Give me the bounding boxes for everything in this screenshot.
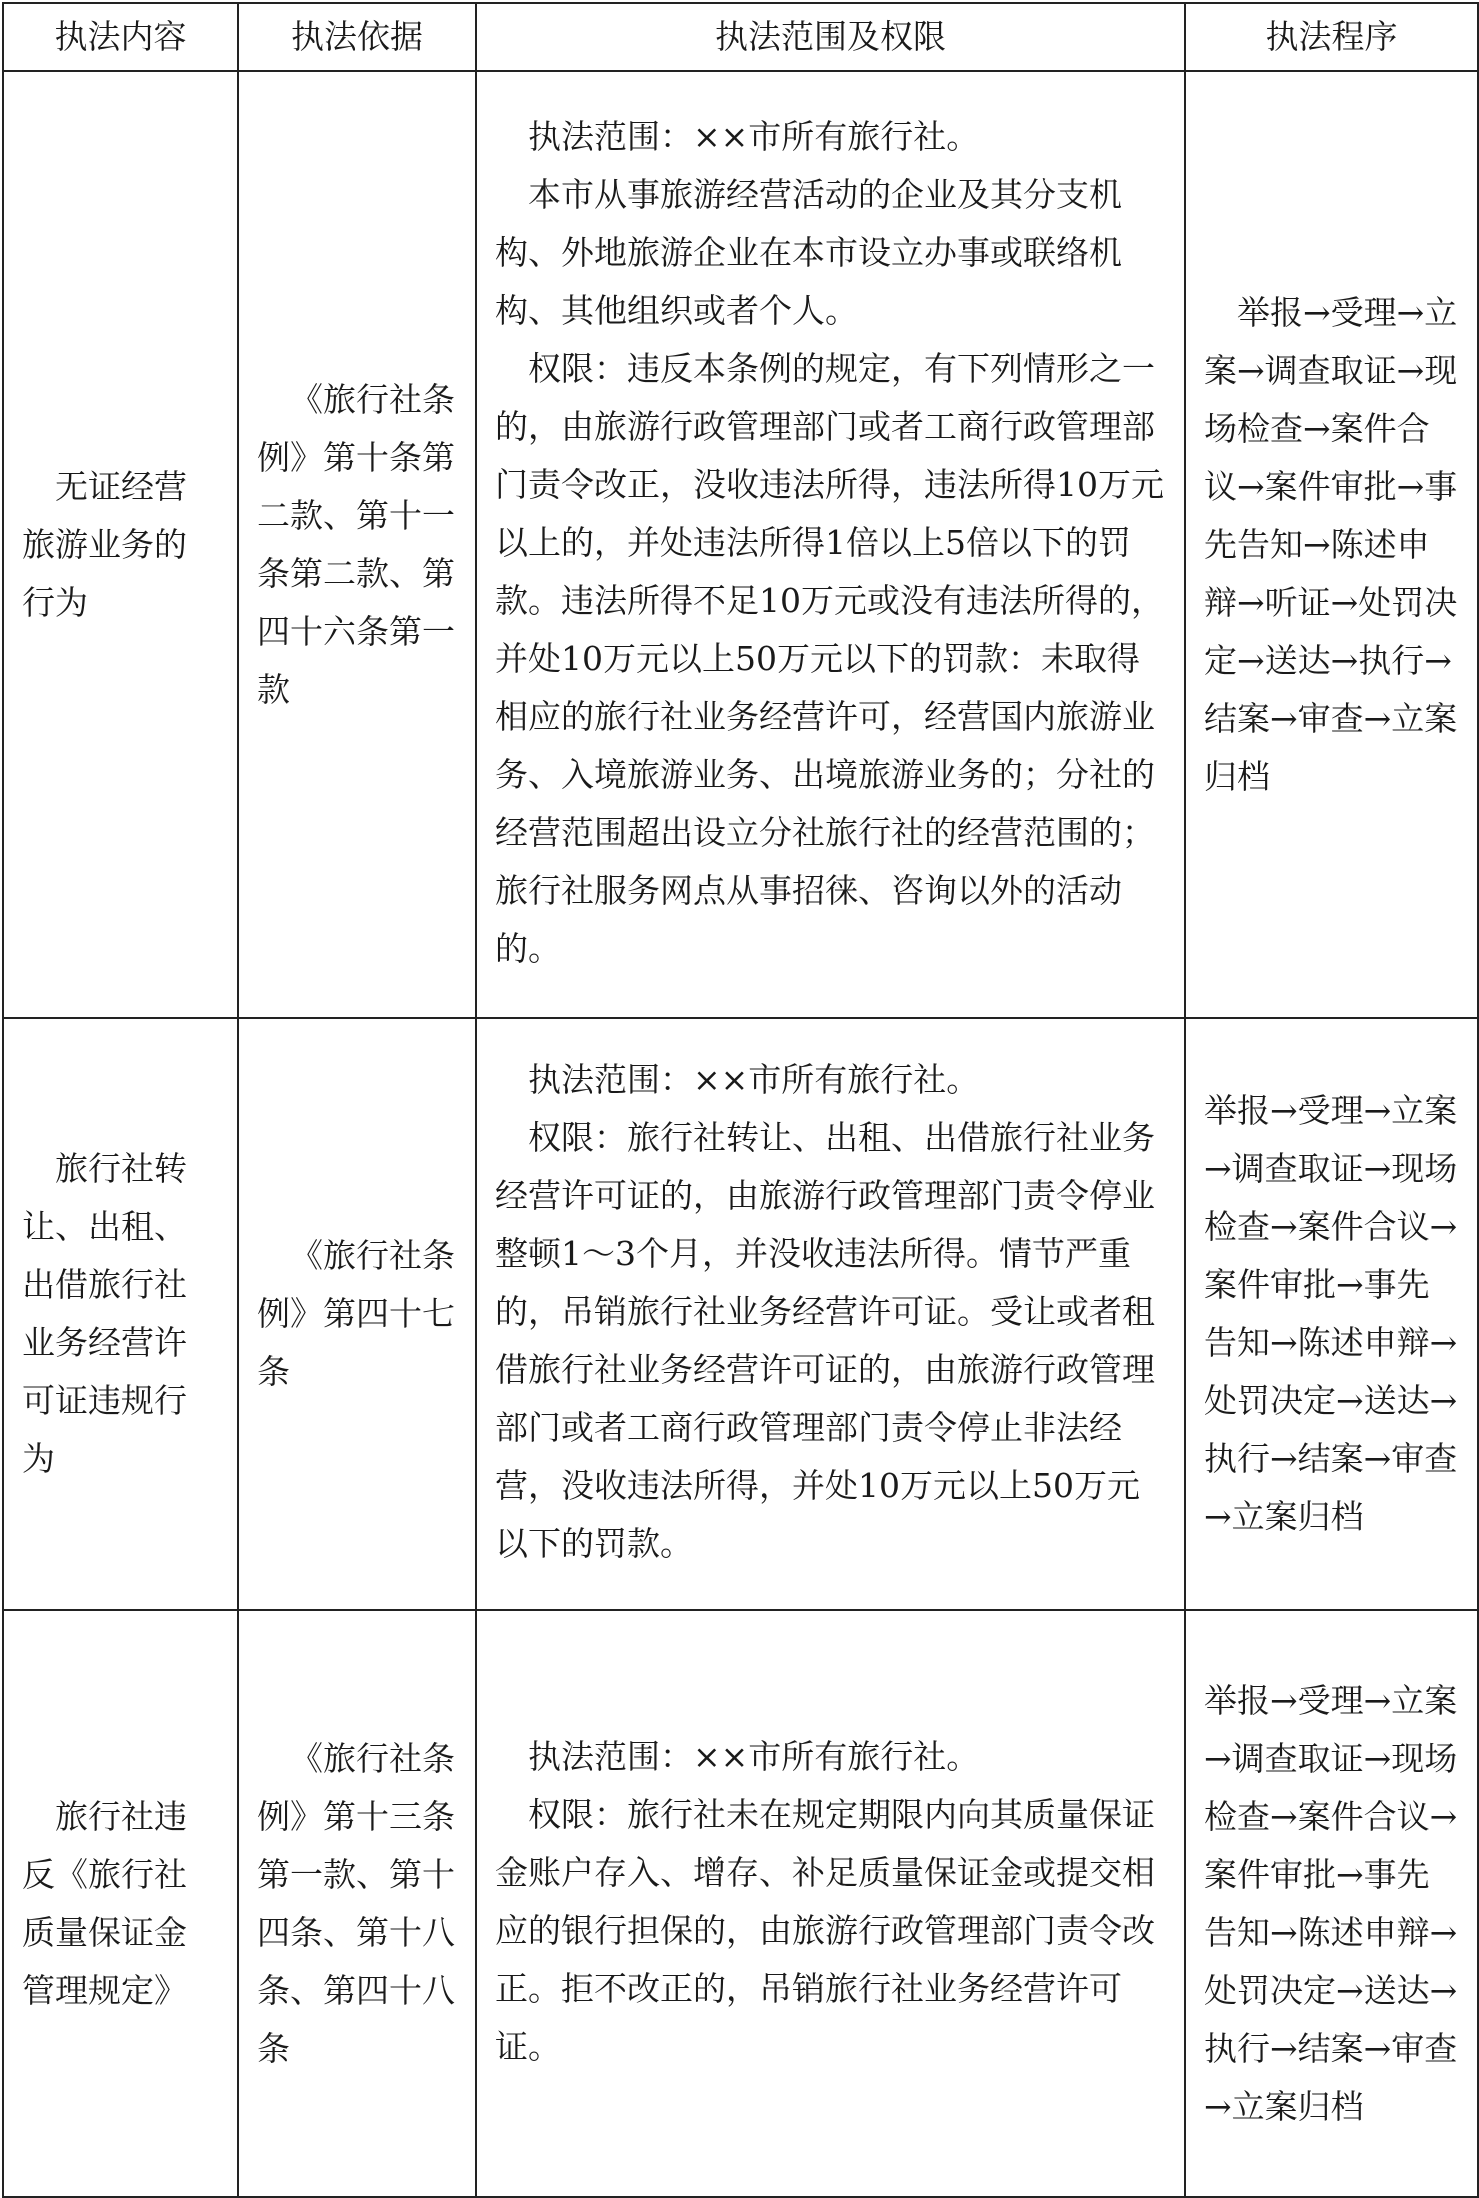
table-row (3, 1610, 1478, 2197)
scope-paragraph: 权限：旅行社转让、出租、出借旅行社业务经营许可证的，由旅游行政管理部门责令停业整顿1～3个月，并没收违法所得。情节严重的，吊销旅行社业务经营许可证。受让或者租借旅行社业务经营许可证的，由旅游行政管理部门或者工商行政管理部门责令停止非法经营，没收违法所得，并处10万元以上50万元以下的罚款。 (495, 1118, 1155, 1563)
cell-scope (476, 1610, 1185, 2197)
table-header-row (3, 3, 1478, 71)
cell-procedure: 举报→受理→立案→调查取证→现场检查→案件合议→案件审批→事先告知→陈述申辩→处罚决定→送达→执行→结案→审查→立案归档 (1185, 1018, 1478, 1610)
scope-paragraph: 执法范围：××市所有旅行社。 (528, 1060, 980, 1099)
cell-content: 旅行社转让、出租、出借旅行社业务经营许可证违规行为 (3, 1018, 238, 1610)
scope-paragraph: 执法范围：××市所有旅行社。 (528, 1736, 980, 1776)
cell-scope (476, 71, 1185, 1018)
scope-paragraph: 执法范围：××市所有旅行社。 (528, 116, 980, 156)
cell-procedure: 举报→受理→立案→调查取证→现场检查→案件合议→案件审批→事先告知→陈述申辩→听证→处罚决定→送达→执行→结案→审查→立案归档 (1185, 71, 1478, 1018)
scope-paragraph: 本市从事旅游经营活动的企业及其分支机构、外地旅游企业在本市设立办事或联络机构、其他组织或者个人。 (495, 174, 1122, 330)
cell-content: 无证经营旅游业务的行为 (3, 71, 238, 1018)
cell-basis: 《旅行社条例》第十三条第一款、第十四条、第十八条、第四十八条 (238, 1610, 476, 2197)
cell-basis: 《旅行社条例》第四十七条 (238, 1018, 476, 1610)
cell-scope (476, 1018, 1185, 1610)
header-basis: 执法依据 (238, 3, 476, 71)
scope-paragraph: 权限：旅行社未在规定期限内向其质量保证金账户存入、增存、补足质量保证金或提交相应的银行担保的，由旅游行政管理部门责令改正。拒不改正的，吊销旅行社业务经营许可证。 (495, 1794, 1155, 2066)
cell-content: 旅行社违反《旅行社质量保证金管理规定》 (3, 1610, 238, 2197)
header-content: 执法内容 (3, 3, 238, 71)
law-enforcement-table (2, 2, 1479, 2198)
cell-basis: 《旅行社条例》第十条第二款、第十一条第二款、第四十六条第一款 (238, 71, 476, 1018)
header-procedure: 执法程序 (1185, 3, 1478, 71)
scope-paragraph: 权限：违反本条例的规定，有下列情形之一的，由旅游行政管理部门或者工商行政管理部门责令改正，没收违法所得，违法所得10万元以上的，并处违法所得1倍以上5倍以下的罚款。违法所得不足10万元或没有违法所得的，并处10万元以上50万元以下的罚款：未取得相应的旅行社业务经营许可，经营国内旅游业务、入境旅游业务、出境旅游业务的；分社的经营范围超出设立分社旅行社的经营范围的；旅行社服务网点从事招徕、咨询以外的活动的。 (495, 348, 1164, 968)
table-row (3, 1018, 1478, 1610)
table-row (3, 71, 1478, 1018)
cell-procedure: 举报→受理→立案→调查取证→现场检查→案件合议→案件审批→事先告知→陈述申辩→处罚决定→送达→执行→结案→审查→立案归档 (1185, 1610, 1478, 2197)
header-scope: 执法范围及权限 (476, 3, 1185, 71)
